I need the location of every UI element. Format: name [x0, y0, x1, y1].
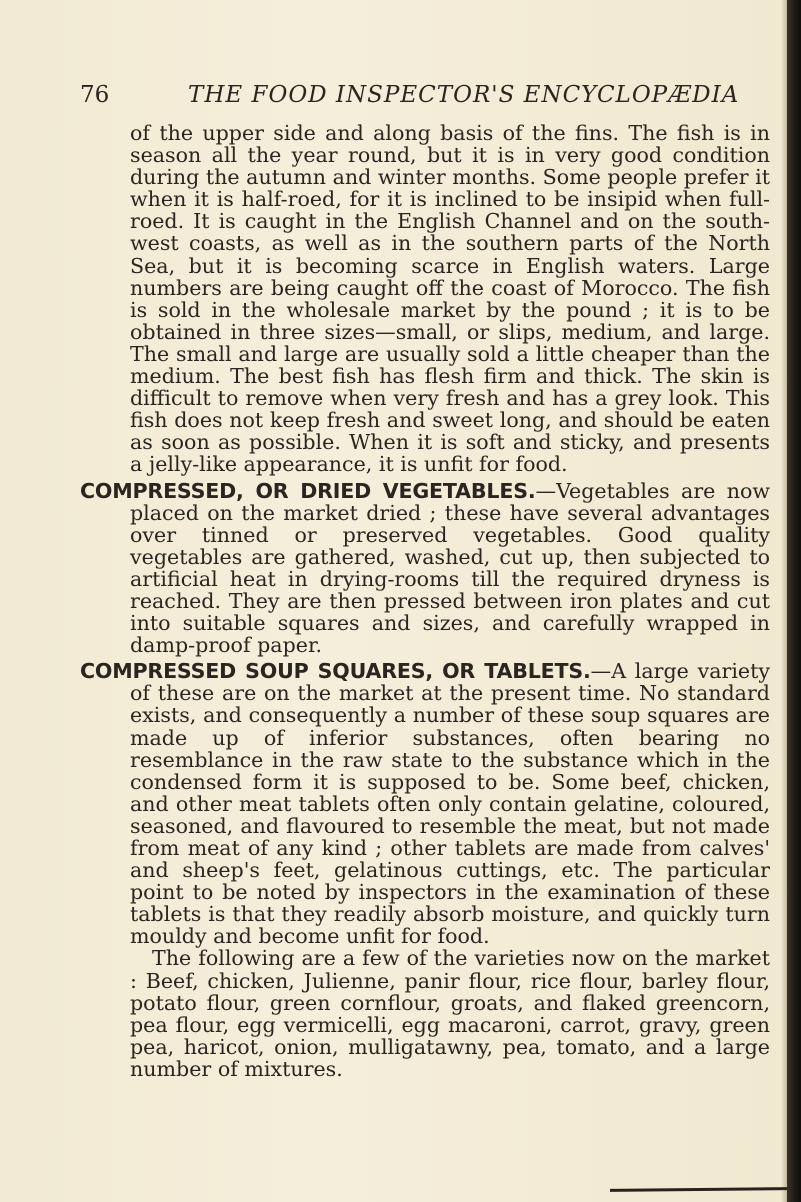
- entry-compressed-vegetables: [80, 480, 770, 657]
- entry-heading: COMPRESSED, OR DRIED VEGETABLES.: [80, 478, 536, 503]
- entry-compressed-soup-squares: [80, 660, 770, 947]
- entry-heading: COMPRESSED SOUP SQUARES, OR TABLETS.: [80, 659, 591, 684]
- page-body: [80, 122, 770, 1080]
- page-header: [80, 82, 760, 116]
- page-edge: [787, 0, 801, 1202]
- paragraph-fish-continuation: of the upper side and along basis of the fins. The fish is in season all the year round, but it is in very good condition during the autumn and winter months. Some people prefer it when it is half-roed, for it is inclined to be insipid when full-roed. It is caught in the English Channel and on the south-west coasts, as well as in the southern parts of the North Sea, but it is becoming scarce in English waters. Large numbers are being caught off the coast of Morocco. The fish is sold in the wholesale market by the pound ; it is to be obtained in three sizes—small, or slips, medium, and large. The small and large are usually sold a little cheaper than the medium. The best fish has flesh firm and thick. The skin is difficult to remove when very fresh and has a grey look. This fish does not keep fresh and sweet long, and should be eaten as soon as possible. When it is soft and sticky, and presents a jelly-like appearance, it is unfit for food.: [130, 121, 770, 477]
- paragraph-varieties: The following are a few of the varieties now on the market : Beef, chicken, Julienne, panir flour, rice flour, barley flour, potato flour, green cornflour, groats, and flaked greencorn, pea flour, egg vermicelli, egg macaroni, carrot, gravy, green pea, haricot, onion, mulligatawny, pea, tomato, and a large number of mixtures.: [130, 946, 770, 1081]
- entry-text: —A large variety of these are on the market at the present time. No standard exists, and consequently a number of these soup squares are made up of inferior substances, often bearing no resemblance in the raw state to the substance which in the condensed form it is supposed to be. Some beef, chicken, and other meat tablets often only contain gelatine, coloured, seasoned, and flavoured to resemble the meat, but not made from meat of any kind ; other tablets are made from calves' and sheep's feet, gelatinous cuttings, etc. The particular point to be noted by inspectors in the examination of these tablets is that they readily absorb moisture, and quickly turn mouldy and become unfit for food.: [130, 659, 771, 949]
- entry-text: —Vegetables are now placed on the market dried ; these have several advantages over tinned or preserved vegetables. Good quality vegetables are gathered, washed, cut up, then subjected to artificial heat in drying-rooms till the required dryness is reached. They are then pressed between iron plates and cut into suitable squares and sizes, and carefully wrapped in damp-proof paper.: [130, 478, 771, 658]
- page-bottom-rule: [610, 1187, 787, 1192]
- running-head: THE FOOD INSPECTOR'S ENCYCLOPÆDIA: [188, 82, 740, 108]
- page-number: 76: [80, 82, 110, 108]
